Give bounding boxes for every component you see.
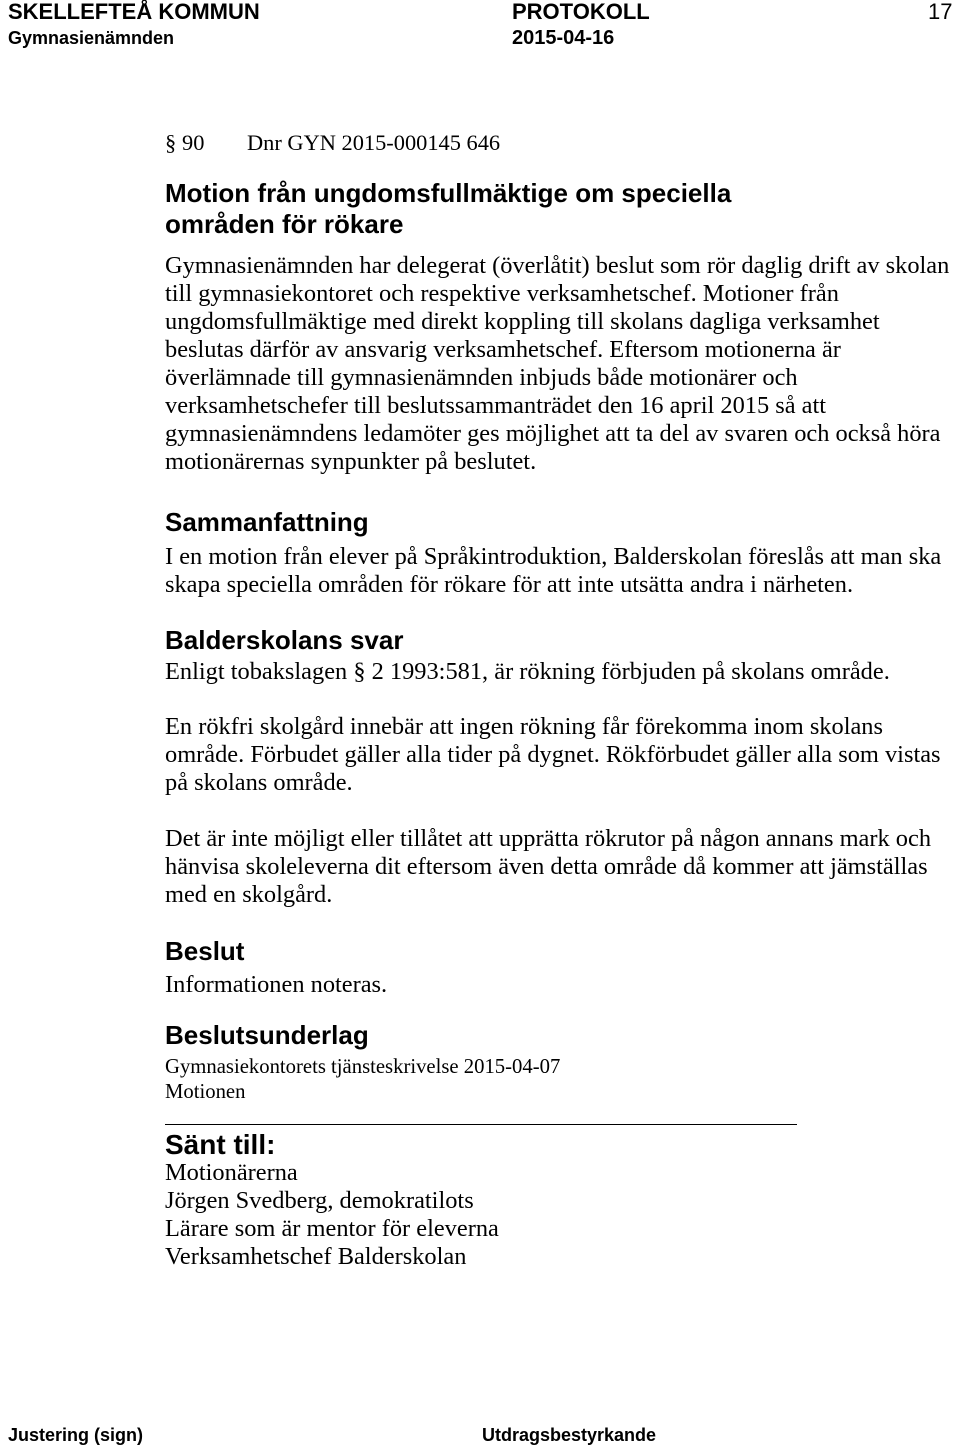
section-heading: Sänt till: bbox=[165, 1129, 276, 1160]
text-line: ungdomsfullmäktige med direkt koppling till skolans dagliga verksamhet bbox=[165, 308, 880, 335]
section-heading: Beslutsunderlag bbox=[165, 1020, 369, 1050]
text-line: Enligt tobakslagen § 2 1993:581, är rökning förbjuden på skolans område. bbox=[165, 658, 890, 685]
section-symbol: § bbox=[165, 130, 177, 155]
decision-text: Informationen noteras. bbox=[165, 971, 388, 998]
text-line: En rökfri skolgård innebär att ingen rökning får förekomma inom skolans bbox=[165, 713, 883, 740]
title-line: Motion från ungdomsfullmäktige om speciella bbox=[165, 178, 732, 208]
document-type: PROTOKOLL bbox=[512, 0, 650, 24]
dnr-number: Dnr GYN 2015-000145 646 bbox=[247, 130, 501, 155]
text-line: med en skolgård. bbox=[165, 881, 333, 908]
text-line: I en motion från elever på Språkintroduktion, Balderskolan föreslås att man ska bbox=[165, 543, 942, 570]
text-line: skapa speciella områden för rökare för att inte utsätta andra i närheten. bbox=[165, 571, 854, 598]
section-heading: Balderskolans svar bbox=[165, 625, 404, 655]
section-heading: Beslut bbox=[165, 936, 245, 966]
text-line: överlämnade till gymnasienämnden inbjuds både motionärer och bbox=[165, 364, 798, 391]
recipient: Lärare som är mentor för eleverna bbox=[165, 1215, 499, 1242]
org-name: SKELLEFTEÅ KOMMUN bbox=[8, 0, 260, 24]
divider bbox=[165, 1124, 797, 1125]
section-number: 90 bbox=[182, 130, 205, 155]
text-line: beslutas därför av ansvarig verksamhetschef. Eftersom motionerna är bbox=[165, 336, 841, 363]
text-line: hänvisa skoleleverna dit eftersom även detta område då kommer att jämställas bbox=[165, 853, 928, 880]
footer-justering: Justering (sign) bbox=[8, 1425, 144, 1445]
section-heading: Sammanfattning bbox=[165, 507, 369, 537]
page-number: 17 bbox=[928, 0, 953, 24]
recipient: Verksamhetschef Balderskolan bbox=[165, 1243, 467, 1270]
text-line: till gymnasiekontoret och respektive verksamhetschef. Motioner från bbox=[165, 280, 839, 307]
meeting-date: 2015-04-16 bbox=[512, 27, 615, 49]
text-line: Det är inte möjligt eller tillåtet att upprätta rökrutor på någon annans mark och bbox=[165, 825, 932, 852]
text-line: motionärernas synpunkter på beslutet. bbox=[165, 448, 537, 475]
text-line: gymnasienämndens ledamöter ges möjlighet att ta del av svaren och också höra bbox=[165, 420, 941, 447]
recipient: Jörgen Svedberg, demokratilots bbox=[165, 1187, 474, 1214]
basis-item: Motionen bbox=[165, 1081, 246, 1103]
text-line: område. Förbudet gäller alla tider på dygnet. Rökförbudet gäller alla som vistas bbox=[165, 741, 941, 768]
footer-utdragsbestyrkande: Utdragsbestyrkande bbox=[482, 1425, 657, 1445]
text-line: verksamhetschefer till beslutssammanträdet den 16 april 2015 så att bbox=[165, 392, 827, 419]
text-line: Gymnasienämnden har delegerat (överlåtit) beslut som rör daglig drift av skolan bbox=[165, 252, 950, 279]
committee-name: Gymnasienämnden bbox=[8, 28, 175, 48]
recipient: Motionärerna bbox=[165, 1159, 298, 1186]
text-line: på skolans område. bbox=[165, 769, 353, 796]
basis-item: Gymnasiekontorets tjänsteskrivelse 2015-04-07 bbox=[165, 1056, 561, 1078]
title-line: områden för rökare bbox=[165, 209, 404, 239]
